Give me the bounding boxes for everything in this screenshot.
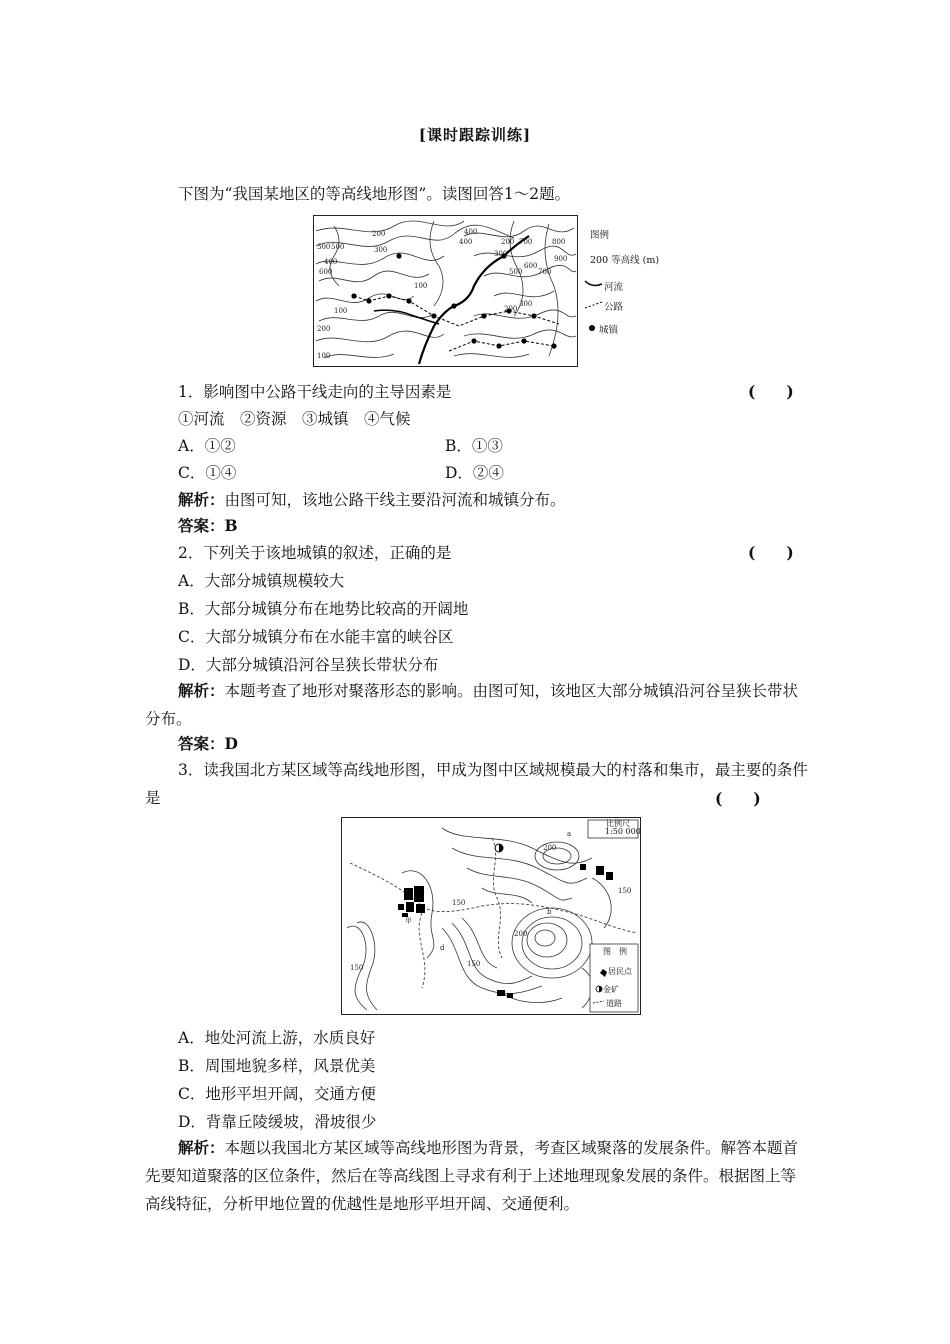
q3-analysis-text: 本题以我国北方某区域等高线地形图为背景，考查区域聚落的发展条件。解答本题首先要知道聚落的区位条件，然后在等高线图上寻求有利于上述地理现象发展的条件。根据图上等高线特征，分析甲地位置的优越性是地形平坦开阔、交通便利。 — [145, 1139, 799, 1213]
q3-option-a: A．地处河流上游，水质良好 — [178, 1029, 376, 1047]
map1-label: 300 — [519, 300, 533, 308]
q2-paren: ( ) — [748, 543, 794, 562]
q1-answer-label: 答案： — [178, 516, 225, 535]
map1-label: 800 — [552, 238, 566, 246]
map1-label: 100 — [317, 352, 331, 360]
q2-answer — [178, 732, 238, 754]
map2-scale-value: 1:50 000 — [605, 827, 641, 836]
q3-analysis — [145, 1134, 810, 1218]
map1-label: 300 — [494, 250, 508, 258]
q2-option-d: D．大部分城镇沿河谷呈狭长带状分布 — [178, 656, 439, 674]
map2-label: 150 — [618, 887, 632, 895]
map1-label: 600 — [319, 268, 333, 276]
q2-stem: 2．下列关于该地城镇的叙述，正确的是 — [178, 544, 452, 562]
q1-answer — [178, 514, 238, 536]
map1-label: 600 — [524, 262, 538, 270]
q1-option-b: B．①③ — [445, 437, 503, 455]
q1-stem: 1．影响图中公路干线走向的主导因素是 — [178, 383, 452, 401]
map2-legend-settlement: 居民点 — [608, 967, 632, 976]
q1-paren: ( ) — [748, 382, 794, 401]
map1-label: 700 — [519, 238, 533, 246]
q3-paren: ( ) — [715, 789, 761, 808]
contour-map-2 — [341, 817, 641, 1015]
page-title: [课时跟踪训练] — [418, 126, 532, 144]
map2-scale-title: 比例尺 — [606, 819, 630, 828]
q3-option-c: C．地形平坦开阔，交通方便 — [178, 1085, 376, 1103]
map1-label: 200 — [372, 230, 386, 238]
map1-legend-town: 城镇 — [599, 325, 619, 336]
map2-label: 200 — [514, 930, 528, 938]
map1-label: 400 — [459, 238, 473, 246]
map1-legend-river: 河流 — [604, 282, 624, 293]
map2-legend-gold: 金矿 — [603, 985, 619, 994]
map2-legend-title: 图 例 — [603, 947, 627, 956]
map1-label: 100 — [334, 307, 348, 315]
map1-label: 300 — [317, 243, 331, 251]
q1-analysis-text: 由图可知，该地公路干线主要沿河流和城镇分布。 — [224, 491, 566, 509]
map1-label: 100 — [414, 282, 428, 290]
q1-factors: ①河流 ②资源 ③城镇 ④气候 — [178, 410, 411, 428]
q2-option-c: C．大部分城镇分布在水能丰富的峡谷区 — [178, 628, 454, 646]
q1-option-d: D．②④ — [445, 464, 504, 482]
contour-map-1 — [313, 215, 578, 367]
map2-label: a — [567, 830, 572, 838]
map1-label: 300 — [374, 246, 388, 254]
q2-option-a: A．大部分城镇规模较大 — [178, 572, 345, 590]
map2-legend-road: 道路 — [606, 999, 622, 1008]
q3-option-b: B．周围地貌多样，风景优美 — [178, 1057, 376, 1075]
map1-label: 500 — [509, 268, 523, 276]
q1-option-a: A．①② — [178, 437, 236, 455]
road-icon — [584, 299, 604, 311]
map2-jia: 甲 — [405, 917, 412, 925]
map1-label: 200 — [504, 305, 518, 313]
town-icon — [587, 323, 597, 333]
q3-option-d: D．背靠丘陵缓坡，滑坡很少 — [178, 1113, 377, 1131]
map2-label: 200 — [543, 844, 557, 852]
q2-answer-label: 答案： — [178, 734, 225, 753]
q2-analysis-text: 本题考查了地形对聚落形态的影响。由图可知，该地区大部分城镇沿河谷呈狭长带状分布。 — [145, 682, 799, 728]
map1-label: 500 — [331, 243, 345, 251]
map1-label: 700 — [538, 268, 552, 276]
map1-legend-contour: 200 等高线 (m) — [590, 255, 660, 266]
map2-label: d — [440, 944, 445, 952]
map1-label: 200 — [317, 325, 331, 333]
river-icon — [584, 278, 604, 292]
q2-option-b: B．大部分城镇分布在地势比较高的开阔地 — [178, 600, 469, 618]
q2-analysis-label: 解析： — [178, 681, 225, 700]
map1-label: 400 — [324, 258, 338, 266]
map2-label: 150 — [350, 964, 364, 972]
q1-option-c: C．①④ — [178, 464, 237, 482]
map1-legend-title: 图例 — [590, 230, 610, 241]
q1-analysis — [178, 488, 566, 510]
map2-label: 150 — [467, 960, 481, 968]
q3-analysis-label: 解析： — [178, 1138, 225, 1157]
intro-text: 下图为“我国某地区的等高线地形图”。读图回答1～2题。 — [178, 185, 571, 203]
map2-label: b — [547, 908, 552, 916]
q2-analysis — [145, 677, 810, 733]
map1-label: 900 — [554, 255, 568, 263]
map1-label: 400 — [464, 228, 478, 236]
map1-legend-road: 公路 — [604, 302, 624, 313]
q2-answer-value: D — [224, 734, 238, 753]
q3-stem — [145, 756, 810, 812]
q1-analysis-label: 解析： — [178, 490, 225, 509]
q3-stem-text: 3．读我国北方某区域等高线地形图，甲成为图中区域规模最大的村落和集市，最主要的条件是 — [145, 761, 808, 807]
q1-answer-value: B — [224, 516, 238, 535]
map1-label: 200 — [501, 238, 515, 246]
map2-label: 150 — [452, 899, 466, 907]
